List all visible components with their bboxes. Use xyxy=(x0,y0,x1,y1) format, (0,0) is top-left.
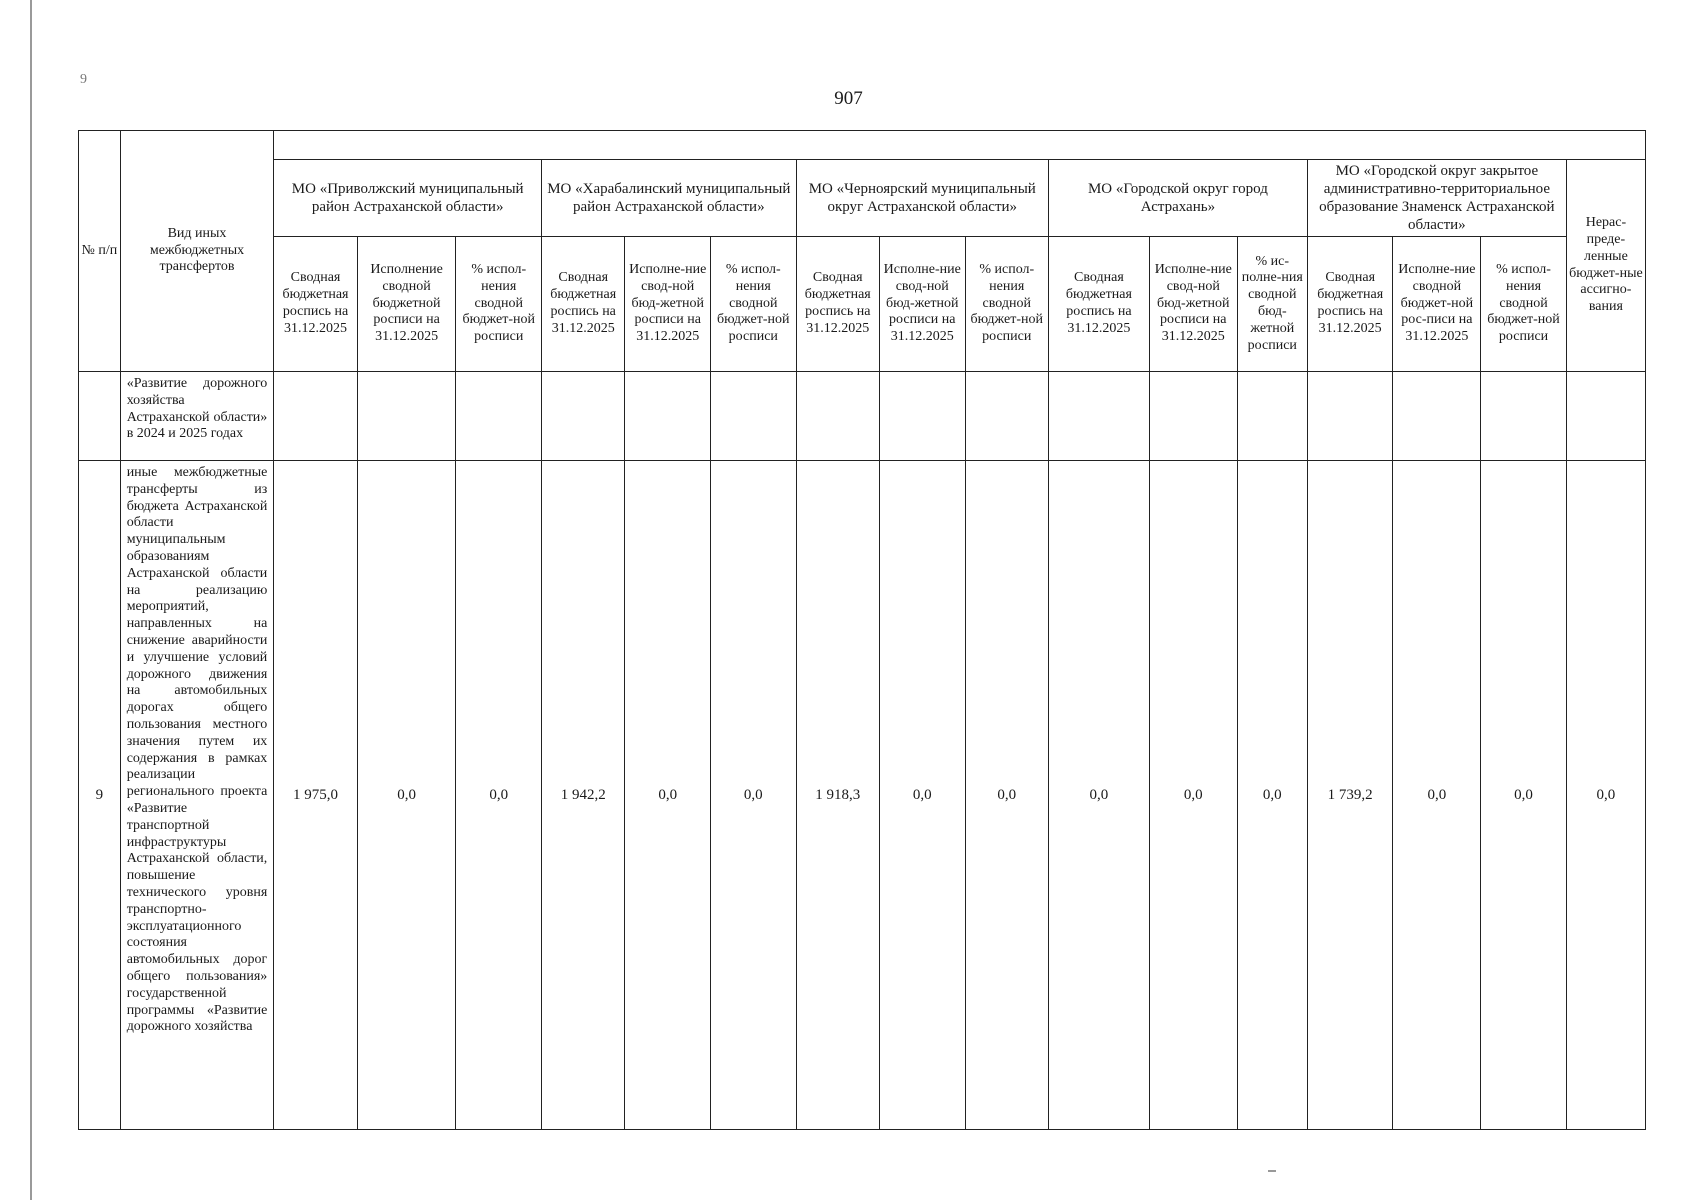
value-cell: 0,0 xyxy=(965,461,1048,1130)
table-row-9 xyxy=(79,461,1646,1130)
subheader-execution: Исполне-ние свод-ной бюд-жетной росписи на 31.12.2025 xyxy=(879,237,965,372)
subheader-execution: Исполне-ние свод-ной бюд-жетной росписи на 31.12.2025 xyxy=(1149,237,1237,372)
subheader-percent: % испол-нения сводной бюджет-ной росписи xyxy=(1481,237,1567,372)
value-cell: 0,0 xyxy=(1393,461,1481,1130)
subheader-execution: Исполне-ние сводной бюджет-ной рос-писи на 31.12.2025 xyxy=(1393,237,1481,372)
empty-cell xyxy=(1307,372,1393,461)
header-row-groups xyxy=(79,160,1646,237)
value-cell: 0,0 xyxy=(1566,461,1645,1130)
value-cell: 0,0 xyxy=(1149,461,1237,1130)
empty-cell xyxy=(965,372,1048,461)
value-cell: 1 918,3 xyxy=(796,461,879,1130)
row-number xyxy=(79,372,121,461)
value-cell: 1 942,2 xyxy=(542,461,625,1130)
header-group-privolzhsky: МО «Приволжский муниципальный район Астраханской области» xyxy=(274,160,542,237)
empty-cell xyxy=(796,372,879,461)
header-unallocated: Нерас-преде-ленные бюджет-ные ассигно-вания xyxy=(1566,160,1645,372)
header-group-kharabali: МО «Харабалинский муниципальный район Астраханской области» xyxy=(542,160,797,237)
header-transfer-type: Вид иных межбюджетных трансфертов xyxy=(120,131,274,372)
empty-cell xyxy=(274,372,357,461)
value-cell: 0,0 xyxy=(711,461,797,1130)
empty-cell xyxy=(456,372,542,461)
empty-cell xyxy=(879,372,965,461)
value-cell: 0,0 xyxy=(1237,461,1307,1130)
subheader-percent: % испол-нения сводной бюджет-ной росписи xyxy=(456,237,542,372)
empty-cell xyxy=(1393,372,1481,461)
value-cell: 0,0 xyxy=(456,461,542,1130)
subheader-percent: % испол-нения сводной бюджет-ной росписи xyxy=(711,237,797,372)
value-cell: 0,0 xyxy=(1048,461,1149,1130)
subheader-execution: Исполне-ние свод-ной бюд-жетной росписи на 31.12.2025 xyxy=(625,237,711,372)
value-cell: 1 739,2 xyxy=(1307,461,1393,1130)
empty-cell xyxy=(1149,372,1237,461)
empty-cell xyxy=(625,372,711,461)
subheader-execution: Исполнение сводной бюджетной росписи на 31.12.2025 xyxy=(357,237,456,372)
subheader-budget: Сводная бюджетная роспись на 31.12.2025 xyxy=(542,237,625,372)
header-row-sub xyxy=(79,237,1646,372)
value-cell: 0,0 xyxy=(357,461,456,1130)
subheader-budget: Сводная бюджетная роспись на 31.12.2025 xyxy=(796,237,879,372)
empty-cell xyxy=(542,372,625,461)
value-cell: 0,0 xyxy=(879,461,965,1130)
header-group-astrakhan: МО «Городской округ город Астрахань» xyxy=(1048,160,1307,237)
header-group-znamensk: МО «Городской округ закрытое административно-территориальное образование Знаменск Астраханской области» xyxy=(1307,160,1566,237)
row-number: 9 xyxy=(79,461,121,1130)
subheader-budget: Сводная бюджетная роспись на 31.12.2025 xyxy=(274,237,357,372)
header-top-blank xyxy=(274,131,1646,160)
header-no: № п/п xyxy=(79,131,121,372)
subheader-budget: Сводная бюджетная роспись на 31.12.2025 xyxy=(1307,237,1393,372)
page-margin-line xyxy=(30,0,32,1200)
row-description: иные межбюджетные трансферты из бюджета Астраханской области муниципальным образованиям Астраханской области на реализацию мероприятий, направленных на снижение аварийности и улучшение условий дорожного движения на автомобильных дорогах общего пользования местного значения путем их содержания в рамках реализации регионального проекта «Развитие транспортной инфраструктуры Астраханской области, повышение технического уровня транспортно-эксплуатационного состояния автомобильных дорог общего пользования» государственной программы «Развитие дорожного хозяйства xyxy=(120,461,274,1130)
empty-cell xyxy=(1048,372,1149,461)
empty-cell xyxy=(1237,372,1307,461)
transfers-table xyxy=(78,130,1646,1130)
corner-mark: 9 xyxy=(80,72,87,87)
empty-cell xyxy=(1481,372,1567,461)
header-row-top xyxy=(79,131,1646,160)
subheader-percent: % ис-полне-ния сводной бюд-жетной росписи xyxy=(1237,237,1307,372)
value-cell: 0,0 xyxy=(1481,461,1567,1130)
subheader-percent: % испол-нения сводной бюджет-ной росписи xyxy=(965,237,1048,372)
empty-cell xyxy=(357,372,456,461)
page-number: 907 xyxy=(834,88,863,109)
table-row-continuation xyxy=(79,372,1646,461)
row-description: «Развитие дорожного хозяйства Астраханской области» в 2024 и 2025 годах xyxy=(120,372,274,461)
subheader-budget: Сводная бюджетная роспись на 31.12.2025 xyxy=(1048,237,1149,372)
value-cell: 0,0 xyxy=(625,461,711,1130)
empty-cell xyxy=(1566,372,1645,461)
empty-cell xyxy=(711,372,797,461)
header-group-chernoyarsky: МО «Черноярский муниципальный округ Астраханской области» xyxy=(796,160,1048,237)
scan-speck xyxy=(1268,1170,1276,1172)
value-cell: 1 975,0 xyxy=(274,461,357,1130)
